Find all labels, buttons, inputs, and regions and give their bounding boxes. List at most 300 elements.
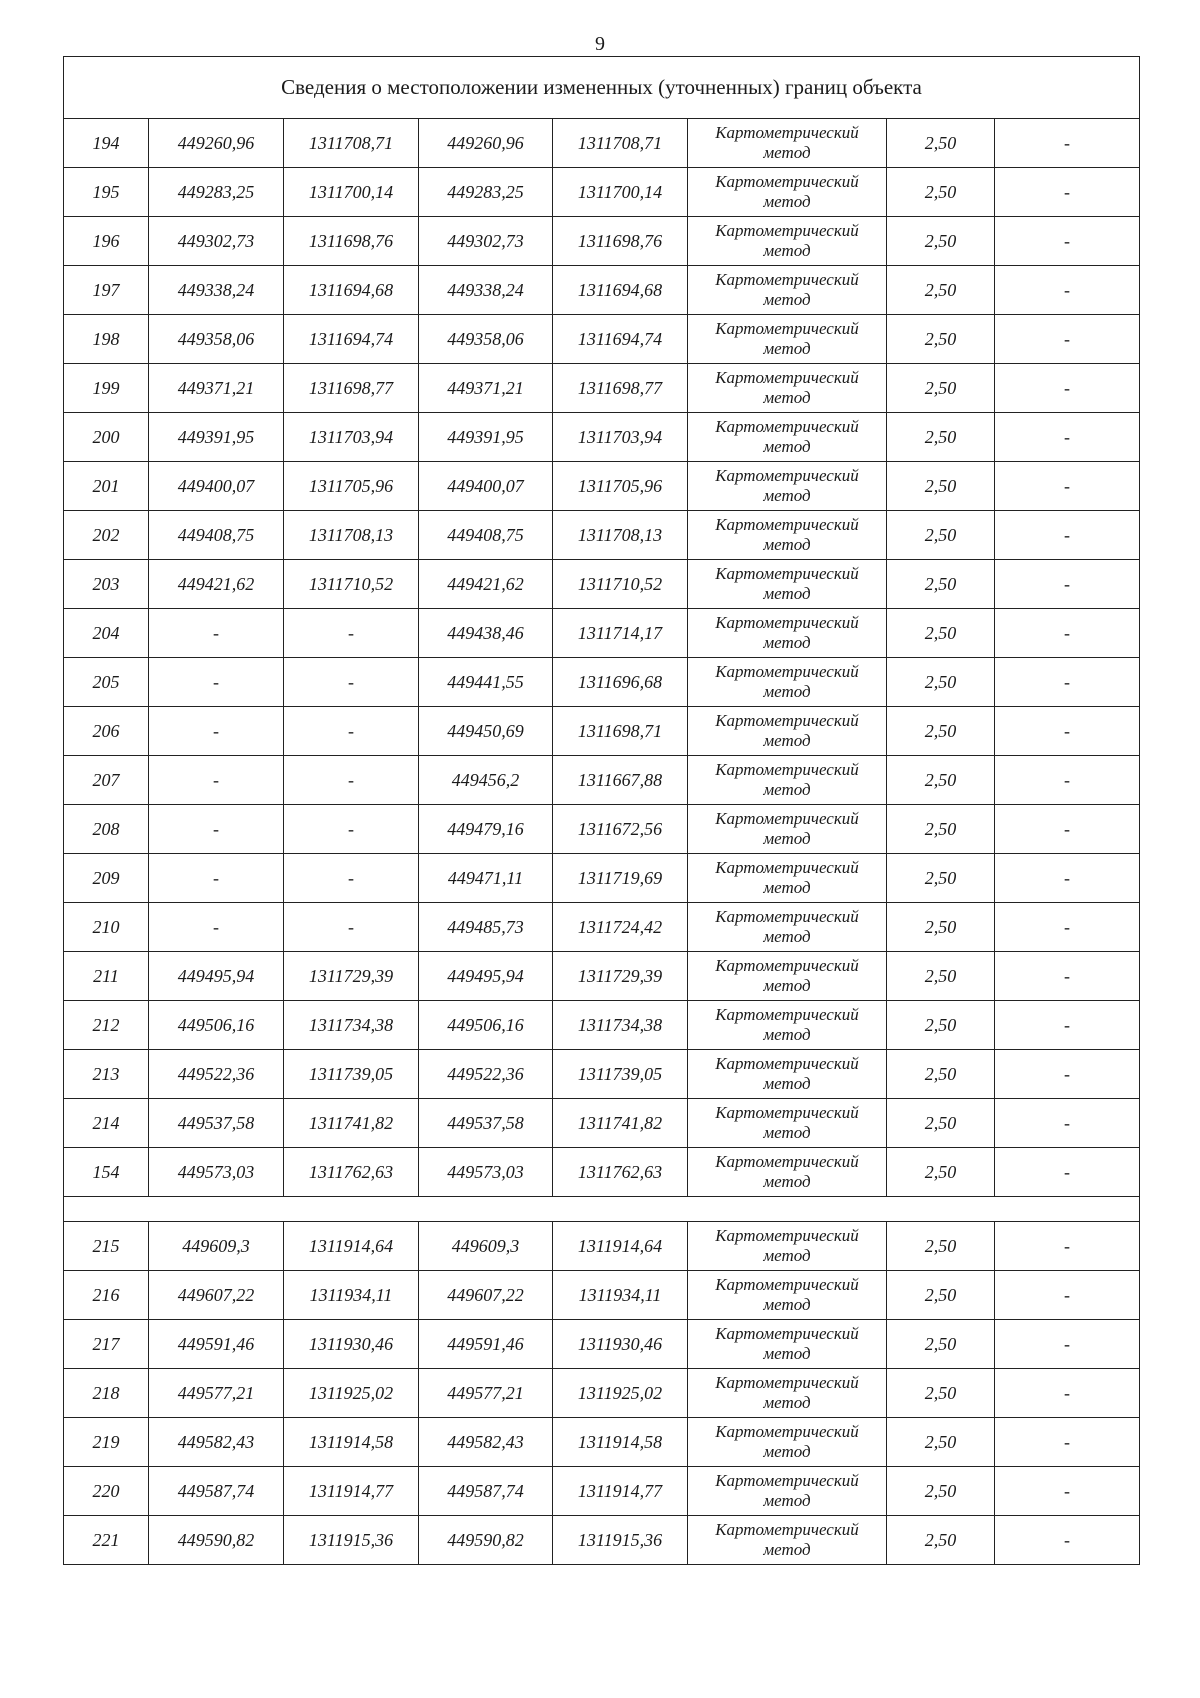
description-cell: - [995, 462, 1140, 511]
existing-x-cell: - [149, 707, 284, 756]
method-cell [688, 462, 887, 511]
point-number-cell: 211 [64, 952, 149, 1001]
description-cell: - [995, 1271, 1140, 1320]
method-line1: Картометрический [715, 221, 859, 240]
refined-x-cell: 449609,3 [419, 1222, 553, 1271]
table-row [64, 168, 1140, 217]
method-line2: метод [763, 1344, 811, 1363]
existing-y-cell: - [284, 805, 419, 854]
precision-cell: 2,50 [887, 511, 995, 560]
point-number-cell: 207 [64, 756, 149, 805]
group-separator-row [64, 1197, 1140, 1222]
refined-y-cell: 1311672,56 [553, 805, 688, 854]
existing-x-cell: 449577,21 [149, 1369, 284, 1418]
point-number-cell: 197 [64, 266, 149, 315]
refined-x-cell: 449607,22 [419, 1271, 553, 1320]
table-row [64, 315, 1140, 364]
table-row [64, 658, 1140, 707]
existing-y-cell: 1311708,71 [284, 119, 419, 168]
method-line2: метод [763, 731, 811, 750]
precision-cell: 2,50 [887, 315, 995, 364]
method-cell [688, 168, 887, 217]
refined-y-cell: 1311930,46 [553, 1320, 688, 1369]
method-line1: Картометрический [715, 466, 859, 485]
table-row [64, 364, 1140, 413]
existing-y-cell: - [284, 756, 419, 805]
table-row [64, 413, 1140, 462]
existing-x-cell: - [149, 756, 284, 805]
description-cell: - [995, 315, 1140, 364]
refined-x-cell: 449591,46 [419, 1320, 553, 1369]
method-cell [688, 266, 887, 315]
refined-y-cell: 1311915,36 [553, 1516, 688, 1565]
existing-x-cell: 449582,43 [149, 1418, 284, 1467]
description-cell: - [995, 658, 1140, 707]
method-cell [688, 364, 887, 413]
method-line2: метод [763, 1442, 811, 1461]
point-number-cell: 208 [64, 805, 149, 854]
precision-cell: 2,50 [887, 413, 995, 462]
refined-x-cell: 449522,36 [419, 1050, 553, 1099]
existing-y-cell: - [284, 903, 419, 952]
method-line2: метод [763, 388, 811, 407]
method-line2: метод [763, 143, 811, 162]
existing-y-cell: 1311741,82 [284, 1099, 419, 1148]
refined-y-cell: 1311694,68 [553, 266, 688, 315]
existing-x-cell: - [149, 658, 284, 707]
description-cell: - [995, 1320, 1140, 1369]
method-cell [688, 707, 887, 756]
refined-x-cell: 449587,74 [419, 1467, 553, 1516]
method-cell [688, 1222, 887, 1271]
point-number-cell: 198 [64, 315, 149, 364]
refined-y-cell: 1311700,14 [553, 168, 688, 217]
precision-cell: 2,50 [887, 1050, 995, 1099]
method-cell [688, 315, 887, 364]
method-cell [688, 1418, 887, 1467]
refined-x-cell: 449400,07 [419, 462, 553, 511]
point-number-cell: 219 [64, 1418, 149, 1467]
point-number-cell: 221 [64, 1516, 149, 1565]
precision-cell: 2,50 [887, 903, 995, 952]
existing-y-cell: 1311930,46 [284, 1320, 419, 1369]
table-row [64, 1148, 1140, 1197]
method-line2: метод [763, 290, 811, 309]
description-cell: - [995, 1369, 1140, 1418]
method-cell [688, 903, 887, 952]
method-line2: метод [763, 976, 811, 995]
table-row [64, 854, 1140, 903]
method-line2: метод [763, 927, 811, 946]
group-separator-cell [64, 1197, 1140, 1222]
refined-y-cell: 1311698,76 [553, 217, 688, 266]
refined-y-cell: 1311694,74 [553, 315, 688, 364]
description-cell: - [995, 854, 1140, 903]
precision-cell: 2,50 [887, 266, 995, 315]
refined-x-cell: 449495,94 [419, 952, 553, 1001]
precision-cell: 2,50 [887, 1222, 995, 1271]
refined-y-cell: 1311703,94 [553, 413, 688, 462]
point-number-cell: 204 [64, 609, 149, 658]
description-cell: - [995, 1099, 1140, 1148]
existing-x-cell: 449573,03 [149, 1148, 284, 1197]
method-line2: метод [763, 584, 811, 603]
method-line2: метод [763, 1295, 811, 1314]
existing-y-cell: - [284, 658, 419, 707]
method-cell [688, 952, 887, 1001]
point-number-cell: 209 [64, 854, 149, 903]
table-row [64, 1516, 1140, 1565]
table-row [64, 903, 1140, 952]
existing-y-cell: - [284, 854, 419, 903]
precision-cell: 2,50 [887, 560, 995, 609]
existing-x-cell: - [149, 854, 284, 903]
precision-cell: 2,50 [887, 1099, 995, 1148]
method-cell [688, 854, 887, 903]
point-number-cell: 218 [64, 1369, 149, 1418]
precision-cell: 2,50 [887, 462, 995, 511]
refined-y-cell: 1311734,38 [553, 1001, 688, 1050]
table-row [64, 1320, 1140, 1369]
method-line1: Картометрический [715, 1005, 859, 1024]
existing-y-cell: 1311694,74 [284, 315, 419, 364]
method-line1: Картометрический [715, 319, 859, 338]
refined-y-cell: 1311739,05 [553, 1050, 688, 1099]
point-number-cell: 220 [64, 1467, 149, 1516]
method-line2: метод [763, 1393, 811, 1412]
precision-cell: 2,50 [887, 168, 995, 217]
existing-x-cell: - [149, 805, 284, 854]
point-number-cell: 216 [64, 1271, 149, 1320]
precision-cell: 2,50 [887, 217, 995, 266]
table-row [64, 119, 1140, 168]
precision-cell: 2,50 [887, 1467, 995, 1516]
method-cell [688, 1467, 887, 1516]
method-cell [688, 756, 887, 805]
existing-y-cell: 1311914,77 [284, 1467, 419, 1516]
description-cell: - [995, 609, 1140, 658]
method-line1: Картометрический [715, 1226, 859, 1245]
method-line2: метод [763, 192, 811, 211]
description-cell: - [995, 805, 1140, 854]
method-cell [688, 1148, 887, 1197]
precision-cell: 2,50 [887, 805, 995, 854]
point-number-cell: 196 [64, 217, 149, 266]
existing-y-cell: 1311914,58 [284, 1418, 419, 1467]
method-cell [688, 658, 887, 707]
refined-x-cell: 449506,16 [419, 1001, 553, 1050]
method-line2: метод [763, 682, 811, 701]
method-line1: Картометрический [715, 907, 859, 926]
method-cell [688, 1516, 887, 1565]
method-line1: Картометрический [715, 1422, 859, 1441]
refined-y-cell: 1311914,58 [553, 1418, 688, 1467]
point-number-cell: 202 [64, 511, 149, 560]
method-cell [688, 1001, 887, 1050]
refined-y-cell: 1311698,71 [553, 707, 688, 756]
precision-cell: 2,50 [887, 854, 995, 903]
table-row [64, 462, 1140, 511]
method-line1: Картометрический [715, 368, 859, 387]
existing-x-cell: 449371,21 [149, 364, 284, 413]
refined-y-cell: 1311914,77 [553, 1467, 688, 1516]
existing-y-cell: 1311734,38 [284, 1001, 419, 1050]
method-cell [688, 1271, 887, 1320]
precision-cell: 2,50 [887, 1516, 995, 1565]
table-row [64, 1222, 1140, 1271]
existing-y-cell: - [284, 707, 419, 756]
existing-y-cell: 1311708,13 [284, 511, 419, 560]
point-number-cell: 210 [64, 903, 149, 952]
existing-x-cell: 449506,16 [149, 1001, 284, 1050]
description-cell: - [995, 1222, 1140, 1271]
method-line2: метод [763, 437, 811, 456]
method-cell [688, 805, 887, 854]
method-line1: Картометрический [715, 956, 859, 975]
method-line1: Картометрический [715, 270, 859, 289]
method-cell [688, 119, 887, 168]
refined-x-cell: 449456,2 [419, 756, 553, 805]
method-line1: Картометрический [715, 1103, 859, 1122]
existing-y-cell: 1311698,76 [284, 217, 419, 266]
description-cell: - [995, 168, 1140, 217]
table-row [64, 1050, 1140, 1099]
description-cell: - [995, 217, 1140, 266]
table-row [64, 707, 1140, 756]
table-title: Сведения о местоположении измененных (уточненных) границ объекта [64, 57, 1140, 119]
description-cell: - [995, 1418, 1140, 1467]
existing-x-cell: 449609,3 [149, 1222, 284, 1271]
method-line1: Картометрический [715, 1471, 859, 1490]
existing-x-cell: 449537,58 [149, 1099, 284, 1148]
refined-y-cell: 1311698,77 [553, 364, 688, 413]
precision-cell: 2,50 [887, 1271, 995, 1320]
method-line2: метод [763, 633, 811, 652]
method-cell [688, 1369, 887, 1418]
refined-y-cell: 1311719,69 [553, 854, 688, 903]
description-cell: - [995, 952, 1140, 1001]
precision-cell: 2,50 [887, 119, 995, 168]
refined-x-cell: 449358,06 [419, 315, 553, 364]
refined-x-cell: 449485,73 [419, 903, 553, 952]
existing-y-cell: 1311698,77 [284, 364, 419, 413]
table-row [64, 805, 1140, 854]
method-line1: Картометрический [715, 1520, 859, 1539]
existing-y-cell: 1311729,39 [284, 952, 419, 1001]
point-number-cell: 200 [64, 413, 149, 462]
existing-x-cell: 449587,74 [149, 1467, 284, 1516]
method-line2: метод [763, 829, 811, 848]
description-cell: - [995, 1467, 1140, 1516]
method-line2: метод [763, 486, 811, 505]
table-row [64, 1271, 1140, 1320]
description-cell: - [995, 1001, 1140, 1050]
refined-y-cell: 1311710,52 [553, 560, 688, 609]
description-cell: - [995, 413, 1140, 462]
existing-y-cell: 1311762,63 [284, 1148, 419, 1197]
precision-cell: 2,50 [887, 1001, 995, 1050]
method-line1: Картометрический [715, 172, 859, 191]
point-number-cell: 194 [64, 119, 149, 168]
method-cell [688, 217, 887, 266]
existing-x-cell: 449391,95 [149, 413, 284, 462]
method-line1: Картометрический [715, 662, 859, 681]
precision-cell: 2,50 [887, 658, 995, 707]
refined-y-cell: 1311714,17 [553, 609, 688, 658]
point-number-cell: 206 [64, 707, 149, 756]
method-line2: метод [763, 241, 811, 260]
existing-x-cell: 449607,22 [149, 1271, 284, 1320]
table-row [64, 1418, 1140, 1467]
method-cell [688, 1320, 887, 1369]
point-number-cell: 195 [64, 168, 149, 217]
point-number-cell: 212 [64, 1001, 149, 1050]
method-line2: метод [763, 1172, 811, 1191]
page-number: 9 [595, 33, 605, 55]
point-number-cell: 154 [64, 1148, 149, 1197]
precision-cell: 2,50 [887, 1369, 995, 1418]
method-line1: Картометрический [715, 613, 859, 632]
table-row [64, 217, 1140, 266]
description-cell: - [995, 1148, 1140, 1197]
existing-x-cell: - [149, 609, 284, 658]
refined-x-cell: 449450,69 [419, 707, 553, 756]
method-line2: метод [763, 878, 811, 897]
method-line2: метод [763, 339, 811, 358]
description-cell: - [995, 560, 1140, 609]
refined-y-cell: 1311934,11 [553, 1271, 688, 1320]
method-line1: Картометрический [715, 1373, 859, 1392]
refined-x-cell: 449590,82 [419, 1516, 553, 1565]
existing-y-cell: 1311700,14 [284, 168, 419, 217]
table-row [64, 560, 1140, 609]
refined-y-cell: 1311914,64 [553, 1222, 688, 1271]
method-cell [688, 413, 887, 462]
description-cell: - [995, 1050, 1140, 1099]
method-cell [688, 1099, 887, 1148]
table-row [64, 609, 1140, 658]
refined-x-cell: 449582,43 [419, 1418, 553, 1467]
existing-x-cell: 449408,75 [149, 511, 284, 560]
refined-x-cell: 449421,62 [419, 560, 553, 609]
refined-y-cell: 1311729,39 [553, 952, 688, 1001]
method-cell [688, 1050, 887, 1099]
existing-x-cell: 449338,24 [149, 266, 284, 315]
refined-x-cell: 449577,21 [419, 1369, 553, 1418]
existing-y-cell: 1311694,68 [284, 266, 419, 315]
method-line1: Картометрический [715, 858, 859, 877]
refined-x-cell: 449338,24 [419, 266, 553, 315]
method-line1: Картометрический [715, 515, 859, 534]
method-line2: метод [763, 1246, 811, 1265]
method-line2: метод [763, 1074, 811, 1093]
existing-x-cell: - [149, 903, 284, 952]
existing-x-cell: 449590,82 [149, 1516, 284, 1565]
precision-cell: 2,50 [887, 1148, 995, 1197]
refined-x-cell: 449302,73 [419, 217, 553, 266]
method-line1: Картометрический [715, 1324, 859, 1343]
refined-y-cell: 1311708,71 [553, 119, 688, 168]
refined-y-cell: 1311762,63 [553, 1148, 688, 1197]
description-cell: - [995, 1516, 1140, 1565]
method-line2: метод [763, 535, 811, 554]
description-cell: - [995, 266, 1140, 315]
existing-x-cell: 449260,96 [149, 119, 284, 168]
precision-cell: 2,50 [887, 1418, 995, 1467]
refined-y-cell: 1311708,13 [553, 511, 688, 560]
precision-cell: 2,50 [887, 952, 995, 1001]
refined-y-cell: 1311724,42 [553, 903, 688, 952]
existing-y-cell: 1311915,36 [284, 1516, 419, 1565]
precision-cell: 2,50 [887, 707, 995, 756]
method-cell [688, 560, 887, 609]
method-line2: метод [763, 1123, 811, 1142]
method-line1: Картометрический [715, 123, 859, 142]
refined-y-cell: 1311741,82 [553, 1099, 688, 1148]
point-number-cell: 214 [64, 1099, 149, 1148]
method-line1: Картометрический [715, 564, 859, 583]
description-cell: - [995, 119, 1140, 168]
existing-x-cell: 449400,07 [149, 462, 284, 511]
table-row [64, 511, 1140, 560]
method-line1: Картометрический [715, 417, 859, 436]
method-line2: метод [763, 1540, 811, 1559]
existing-y-cell: 1311705,96 [284, 462, 419, 511]
description-cell: - [995, 707, 1140, 756]
table-row [64, 1467, 1140, 1516]
point-number-cell: 201 [64, 462, 149, 511]
table-row [64, 1099, 1140, 1148]
description-cell: - [995, 756, 1140, 805]
description-cell: - [995, 903, 1140, 952]
precision-cell: 2,50 [887, 1320, 995, 1369]
precision-cell: 2,50 [887, 364, 995, 413]
precision-cell: 2,50 [887, 609, 995, 658]
point-number-cell: 213 [64, 1050, 149, 1099]
refined-x-cell: 449260,96 [419, 119, 553, 168]
refined-x-cell: 449537,58 [419, 1099, 553, 1148]
existing-y-cell: 1311925,02 [284, 1369, 419, 1418]
existing-y-cell: 1311934,11 [284, 1271, 419, 1320]
refined-x-cell: 449471,11 [419, 854, 553, 903]
existing-y-cell: 1311739,05 [284, 1050, 419, 1099]
refined-x-cell: 449441,55 [419, 658, 553, 707]
table-row [64, 952, 1140, 1001]
method-line1: Картометрический [715, 711, 859, 730]
existing-x-cell: 449358,06 [149, 315, 284, 364]
method-line1: Картометрический [715, 809, 859, 828]
point-number-cell: 217 [64, 1320, 149, 1369]
refined-x-cell: 449479,16 [419, 805, 553, 854]
existing-x-cell: 449522,36 [149, 1050, 284, 1099]
method-cell [688, 609, 887, 658]
refined-y-cell: 1311696,68 [553, 658, 688, 707]
refined-x-cell: 449283,25 [419, 168, 553, 217]
existing-x-cell: 449421,62 [149, 560, 284, 609]
refined-y-cell: 1311925,02 [553, 1369, 688, 1418]
method-cell [688, 511, 887, 560]
existing-y-cell: 1311710,52 [284, 560, 419, 609]
method-line2: метод [763, 1025, 811, 1044]
refined-x-cell: 449438,46 [419, 609, 553, 658]
existing-y-cell: - [284, 609, 419, 658]
method-line1: Картометрический [715, 1152, 859, 1171]
refined-y-cell: 1311705,96 [553, 462, 688, 511]
existing-x-cell: 449495,94 [149, 952, 284, 1001]
point-number-cell: 215 [64, 1222, 149, 1271]
table-row [64, 756, 1140, 805]
point-number-cell: 199 [64, 364, 149, 413]
